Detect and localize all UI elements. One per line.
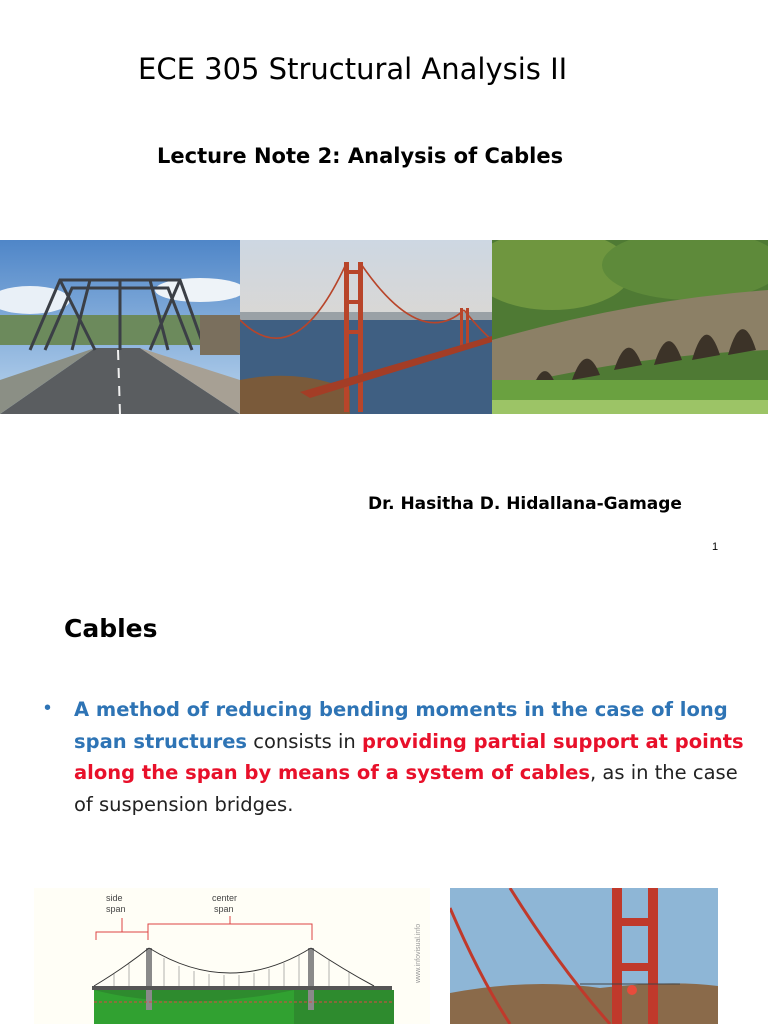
golden-gate-tower-photo — [450, 888, 718, 1024]
truss-bridge-photo — [0, 240, 240, 414]
side-span-label-1: side — [106, 893, 123, 903]
bullet-segment-red: providing partial support at points along the span by means of a system of cables — [74, 729, 744, 784]
bullet-segment-blue: A method of reducing bending moments in the case of long span structures — [74, 698, 728, 753]
page-number: 1 — [712, 541, 719, 553]
slide-subtitle: Lecture Note 2: Analysis of Cables — [157, 144, 564, 168]
bullet-segment-plain: consists in — [247, 729, 362, 753]
arch-bridge-photo — [492, 240, 768, 414]
slide-title: ECE 305 Structural Analysis II — [138, 52, 568, 86]
center-span-label-2: span — [214, 904, 234, 914]
bullet-text — [74, 694, 744, 820]
side-span-label-2: span — [106, 904, 126, 914]
bullet-marker: • — [44, 697, 52, 719]
center-span-label-1: center — [212, 893, 238, 903]
bullet-segment-plain-end: , as in the case of suspension bridges. — [74, 761, 738, 816]
slide2-heading: Cables — [64, 614, 158, 643]
golden-gate-bridge-photo — [240, 240, 492, 414]
author-name: Dr. Hasitha D. Hidallana-Gamage — [368, 494, 682, 514]
suspension-bridge-diagram — [34, 888, 430, 1024]
diagram-watermark: www.infovisual.info — [415, 923, 422, 983]
